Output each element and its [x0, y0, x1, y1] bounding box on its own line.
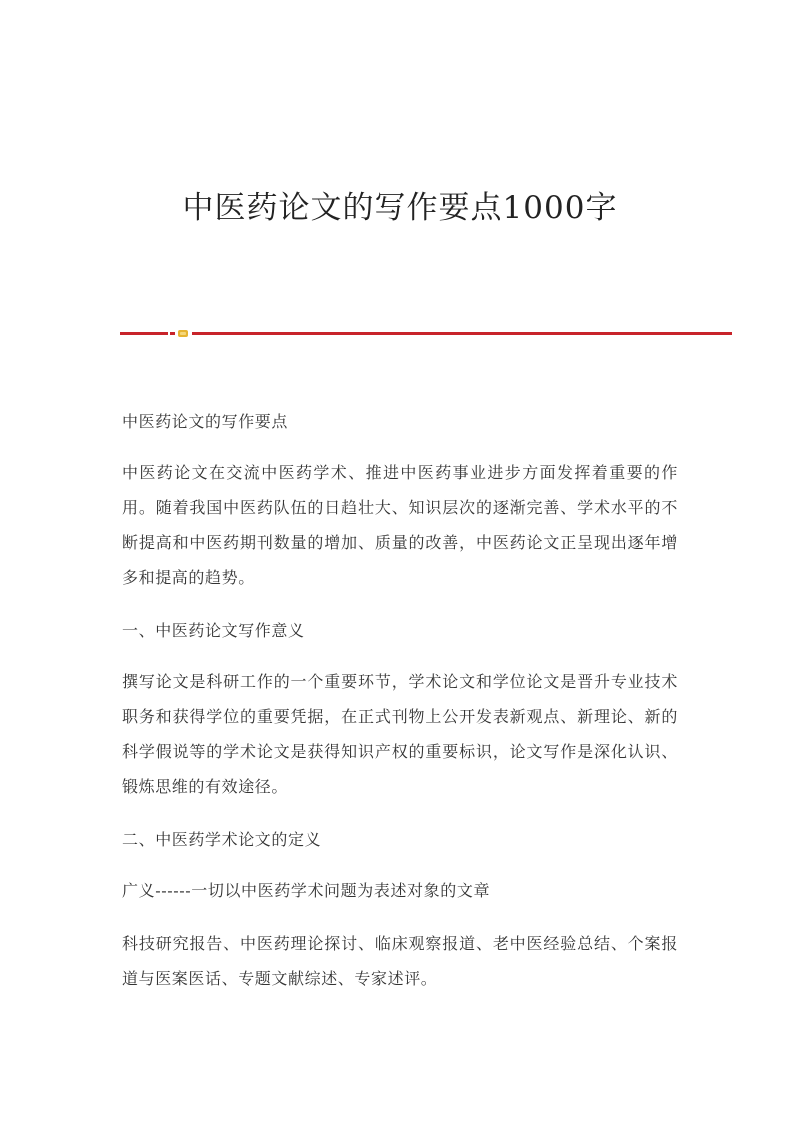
divider-dash — [170, 332, 175, 335]
section-heading-definition: 二、中医药学术论文的定义 — [122, 830, 322, 849]
section-heading-significance: 一、中医药论文写作意义 — [122, 621, 305, 640]
divider-line-right — [192, 332, 732, 335]
divider-ornament-highlight — [180, 332, 186, 335]
paragraph-broad-definition: 广义------一切以中医药学术问题为表述对象的文章 — [122, 881, 491, 900]
paragraph-paper-types: 科技研究报告、中医药理论探讨、临床观察报道、老中医经验总结、个案报道与医案医话、专题文献综述、专家述评。 — [122, 934, 678, 988]
section-heading-main: 中医药论文的写作要点 — [122, 412, 289, 431]
divider-line-left — [120, 332, 168, 335]
title-divider — [120, 330, 732, 338]
document-body — [122, 404, 678, 1014]
paragraph-significance: 撰写论文是科研工作的一个重要环节，学术论文和学位论文是晋升专业技术职务和获得学位的重要凭据，在正式刊物上公开发表新观点、新理论、新的科学假说等的学术论文是获得知识产权的重要标识，论文写作是深化认识、锻炼思维的有效途径。 — [122, 672, 678, 796]
paragraph-intro: 中医药论文在交流中医药学术、推进中医药事业进步方面发挥着重要的作用。随着我国中医药队伍的日趋壮大、知识层次的逐渐完善、学术水平的不断提高和中医药期刊数量的增加、质量的改善，中医药论文正呈现出逐年增多和提高的趋势。 — [122, 463, 678, 587]
document-title: 中医药论文的写作要点1000字 — [182, 190, 618, 226]
